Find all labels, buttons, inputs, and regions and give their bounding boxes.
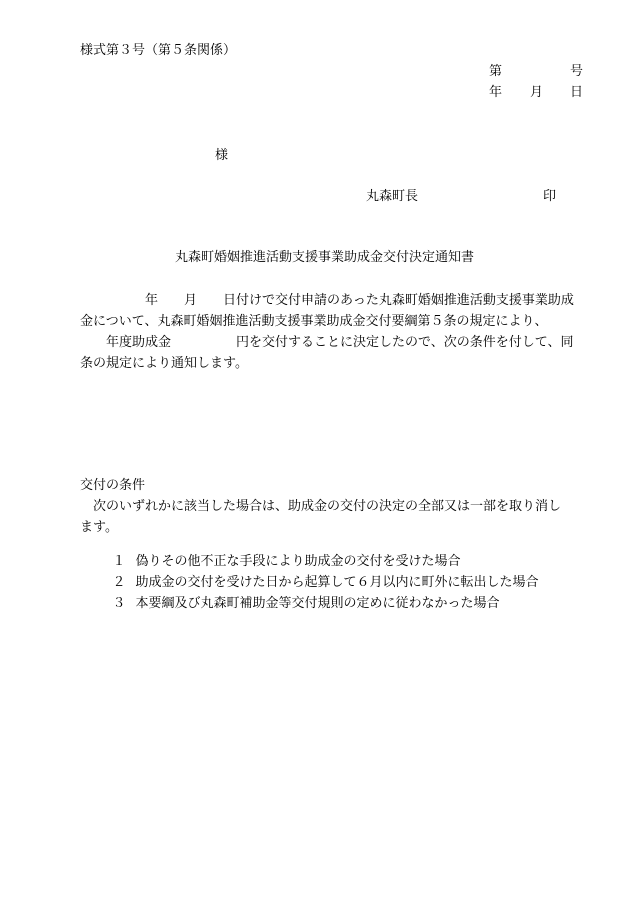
condition-item [96, 584, 500, 623]
addressee-honorific: 様 [215, 148, 229, 163]
seal-mark: 印 [543, 189, 557, 204]
condition-item-text: 本要綱及び丸森町補助金等交付規則の定めに従わなかった場合 [135, 596, 500, 611]
conditions-intro-line: 次のいずれかに該当した場合は、助成金の交付の決定の全部又は一部を取り消し [80, 499, 562, 514]
condition-item-text: 助成金の交付を受けた日から起算して６月以内に町外に転出した場合 [135, 575, 539, 590]
doc-number-prefix: 第 [489, 64, 503, 79]
condition-item-number: １ [112, 554, 126, 569]
form-number: 様式第３号（第５条関係） [80, 43, 237, 58]
conditions-intro-line: ます。 [80, 520, 118, 535]
body-line: 金について、丸森町婚姻推進活動支援事業助成金交付要綱第５条の規定により、 [80, 314, 548, 329]
doc-number-suffix: 号 [570, 64, 584, 79]
date-year-label: 年 [489, 85, 503, 100]
conditions-heading: 交付の条件 [80, 478, 146, 493]
body-line: 条の規定により通知します。 [80, 356, 248, 371]
sender-title: 丸森町長 [366, 189, 419, 204]
condition-item-number: ３ [112, 596, 126, 611]
body-line: 年 月 日付けで交付申請のあった丸森町婚姻推進活動支援事業助成 [80, 293, 574, 308]
date-month-label: 月 [530, 85, 544, 100]
condition-item-text: 偽りその他不正な手段により助成金の交付を受けた場合 [135, 554, 461, 569]
date-day-label: 日 [570, 85, 584, 100]
body-line: 年度助成金 円を交付することに決定したので、次の条件を付して、同 [80, 335, 574, 350]
condition-item-number: ２ [112, 575, 126, 590]
document-title: 丸森町婚姻推進活動支援事業助成金交付決定通知書 [175, 250, 475, 265]
